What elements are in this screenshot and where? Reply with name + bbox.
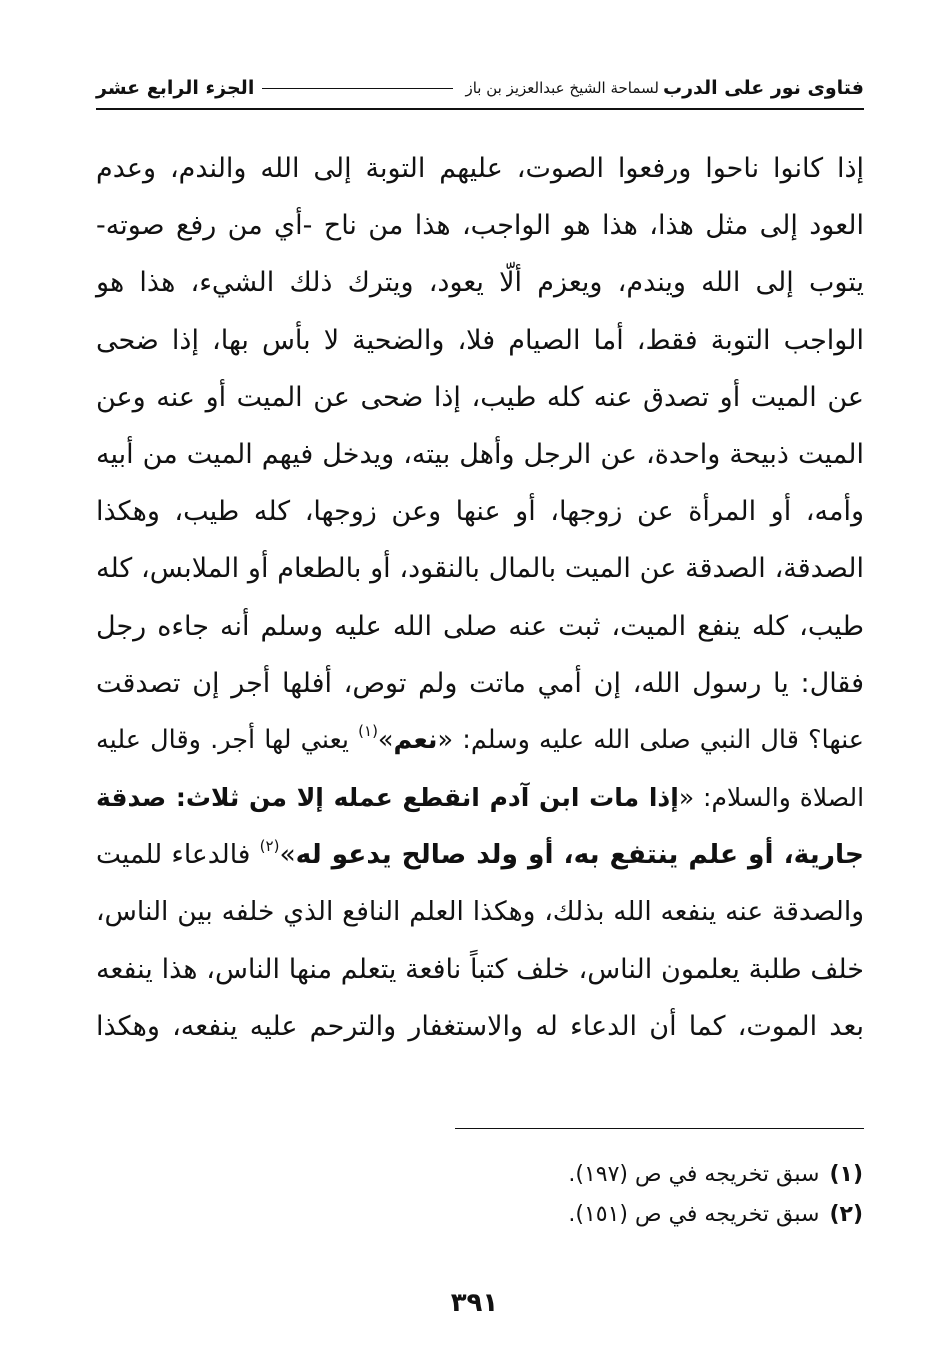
volume-label: الجزء الرابع عشر bbox=[96, 77, 255, 99]
text-line bbox=[96, 941, 864, 998]
author-credit: لسماحة الشيخ عبدالعزيز بن باز bbox=[465, 79, 659, 97]
text-segment: خلف طلبة يعلمون الناس، خلف كتباً نافعة يتعلم منها الناس، هذا ينفعه bbox=[96, 953, 864, 985]
footnote-2 bbox=[568, 1195, 863, 1235]
footnote-number: (١) bbox=[829, 1162, 863, 1187]
fatwa-body-text bbox=[96, 140, 864, 1055]
text-segment: إذا كانوا ناحوا ورفعوا الصوت، عليهم التوبة إلى الله والندم، وعدم bbox=[96, 153, 864, 184]
text-segment: والصدقة عنه ينفعه الله بذلك، وهكذا العلم النافع الذي خلفه بين الناس، bbox=[96, 896, 864, 928]
text-segment: فالدعاء للميت bbox=[96, 839, 260, 871]
text-line bbox=[96, 254, 864, 311]
text-segment: يعني لها أجر. وقال عليه bbox=[96, 724, 359, 755]
hadith-quote: جارية، أو علم ينتفع به، أو ولد صالح يدعو له bbox=[295, 839, 865, 871]
text-line bbox=[96, 655, 864, 712]
text-line bbox=[96, 712, 864, 769]
text-line bbox=[96, 883, 864, 940]
text-segment: الصلاة والسلام: « bbox=[678, 783, 865, 813]
footnote-text: سبق تخريجه في ص (١٥١). bbox=[568, 1202, 820, 1227]
book-title: فتاوى نور على الدرب bbox=[663, 77, 864, 99]
footnote-ref: (١) bbox=[358, 721, 378, 740]
text-segment: طيب، كله ينفع الميت، ثبت عنه صلى الله عليه وسلم أنه جاءه رجل bbox=[96, 610, 864, 642]
running-header bbox=[96, 68, 864, 110]
text-segment: الواجب التوبة فقط، أما الصيام فلا، والضحية لا بأس بها، إذا ضحى bbox=[96, 324, 864, 356]
text-segment: وأمه، أو المرأة عن زوجها، أو عنها وعن زوجها، كله طيب، وهكذا bbox=[96, 496, 864, 528]
text-line bbox=[96, 769, 864, 826]
text-segment: الميت ذبيحة واحدة، عن الرجل وأهل بيته، ويدخل فيهم الميت من أبيه bbox=[96, 438, 864, 470]
page-number: ٣٩١ bbox=[450, 1288, 499, 1318]
header-rule bbox=[262, 88, 453, 89]
text-segment: الصدقة، الصدقة عن الميت بالمال بالنقود، أو بالطعام أو الملابس، كله bbox=[96, 553, 864, 585]
text-segment: عن الميت أو تصدق عنه كله طيب، إذا ضحى عن الميت أو عنه وعن bbox=[96, 381, 864, 413]
text-segment: فقال: يا رسول الله، إن أمي ماتت ولم توص، أفلها أجر إن تصدقت bbox=[96, 667, 864, 699]
text-line bbox=[96, 998, 864, 1055]
text-line bbox=[96, 140, 864, 197]
footnote-1 bbox=[568, 1155, 863, 1195]
text-line bbox=[96, 369, 864, 426]
hadith-quote: إذا مات ابن آدم انقطع عمله إلا من ثلاث: صدقة bbox=[96, 783, 679, 813]
footnote-ref: (٢) bbox=[259, 837, 280, 856]
text-segment: العود إلى مثل هذا، هذا هو الواجب، هذا من ناح -أي من رفع صوته- bbox=[96, 210, 864, 242]
footnote-separator bbox=[455, 1128, 864, 1129]
text-line bbox=[96, 312, 864, 369]
text-line bbox=[96, 426, 864, 483]
text-segment: » bbox=[377, 724, 394, 755]
text-segment: بعد الموت، كما أن الدعاء له والاستغفار والترحم عليه ينفعه، وهكذا bbox=[96, 1010, 864, 1042]
footnote-number: (٢) bbox=[829, 1202, 863, 1227]
footnotes bbox=[568, 1155, 863, 1235]
hadith-quote: نعم bbox=[393, 724, 438, 755]
footnote-text: سبق تخريجه في ص (١٩٧). bbox=[568, 1162, 820, 1187]
text-segment: عنها؟ قال النبي صلى الله عليه وسلم: « bbox=[437, 724, 864, 755]
text-line bbox=[96, 540, 864, 597]
text-segment: » bbox=[279, 839, 296, 871]
text-line bbox=[96, 197, 864, 254]
text-line bbox=[96, 483, 864, 540]
text-line bbox=[96, 598, 864, 655]
text-segment: يتوب إلى الله ويندم، ويعزم ألّا يعود، ويترك ذلك الشيء، هذا هو bbox=[96, 267, 864, 299]
text-line bbox=[96, 826, 864, 883]
